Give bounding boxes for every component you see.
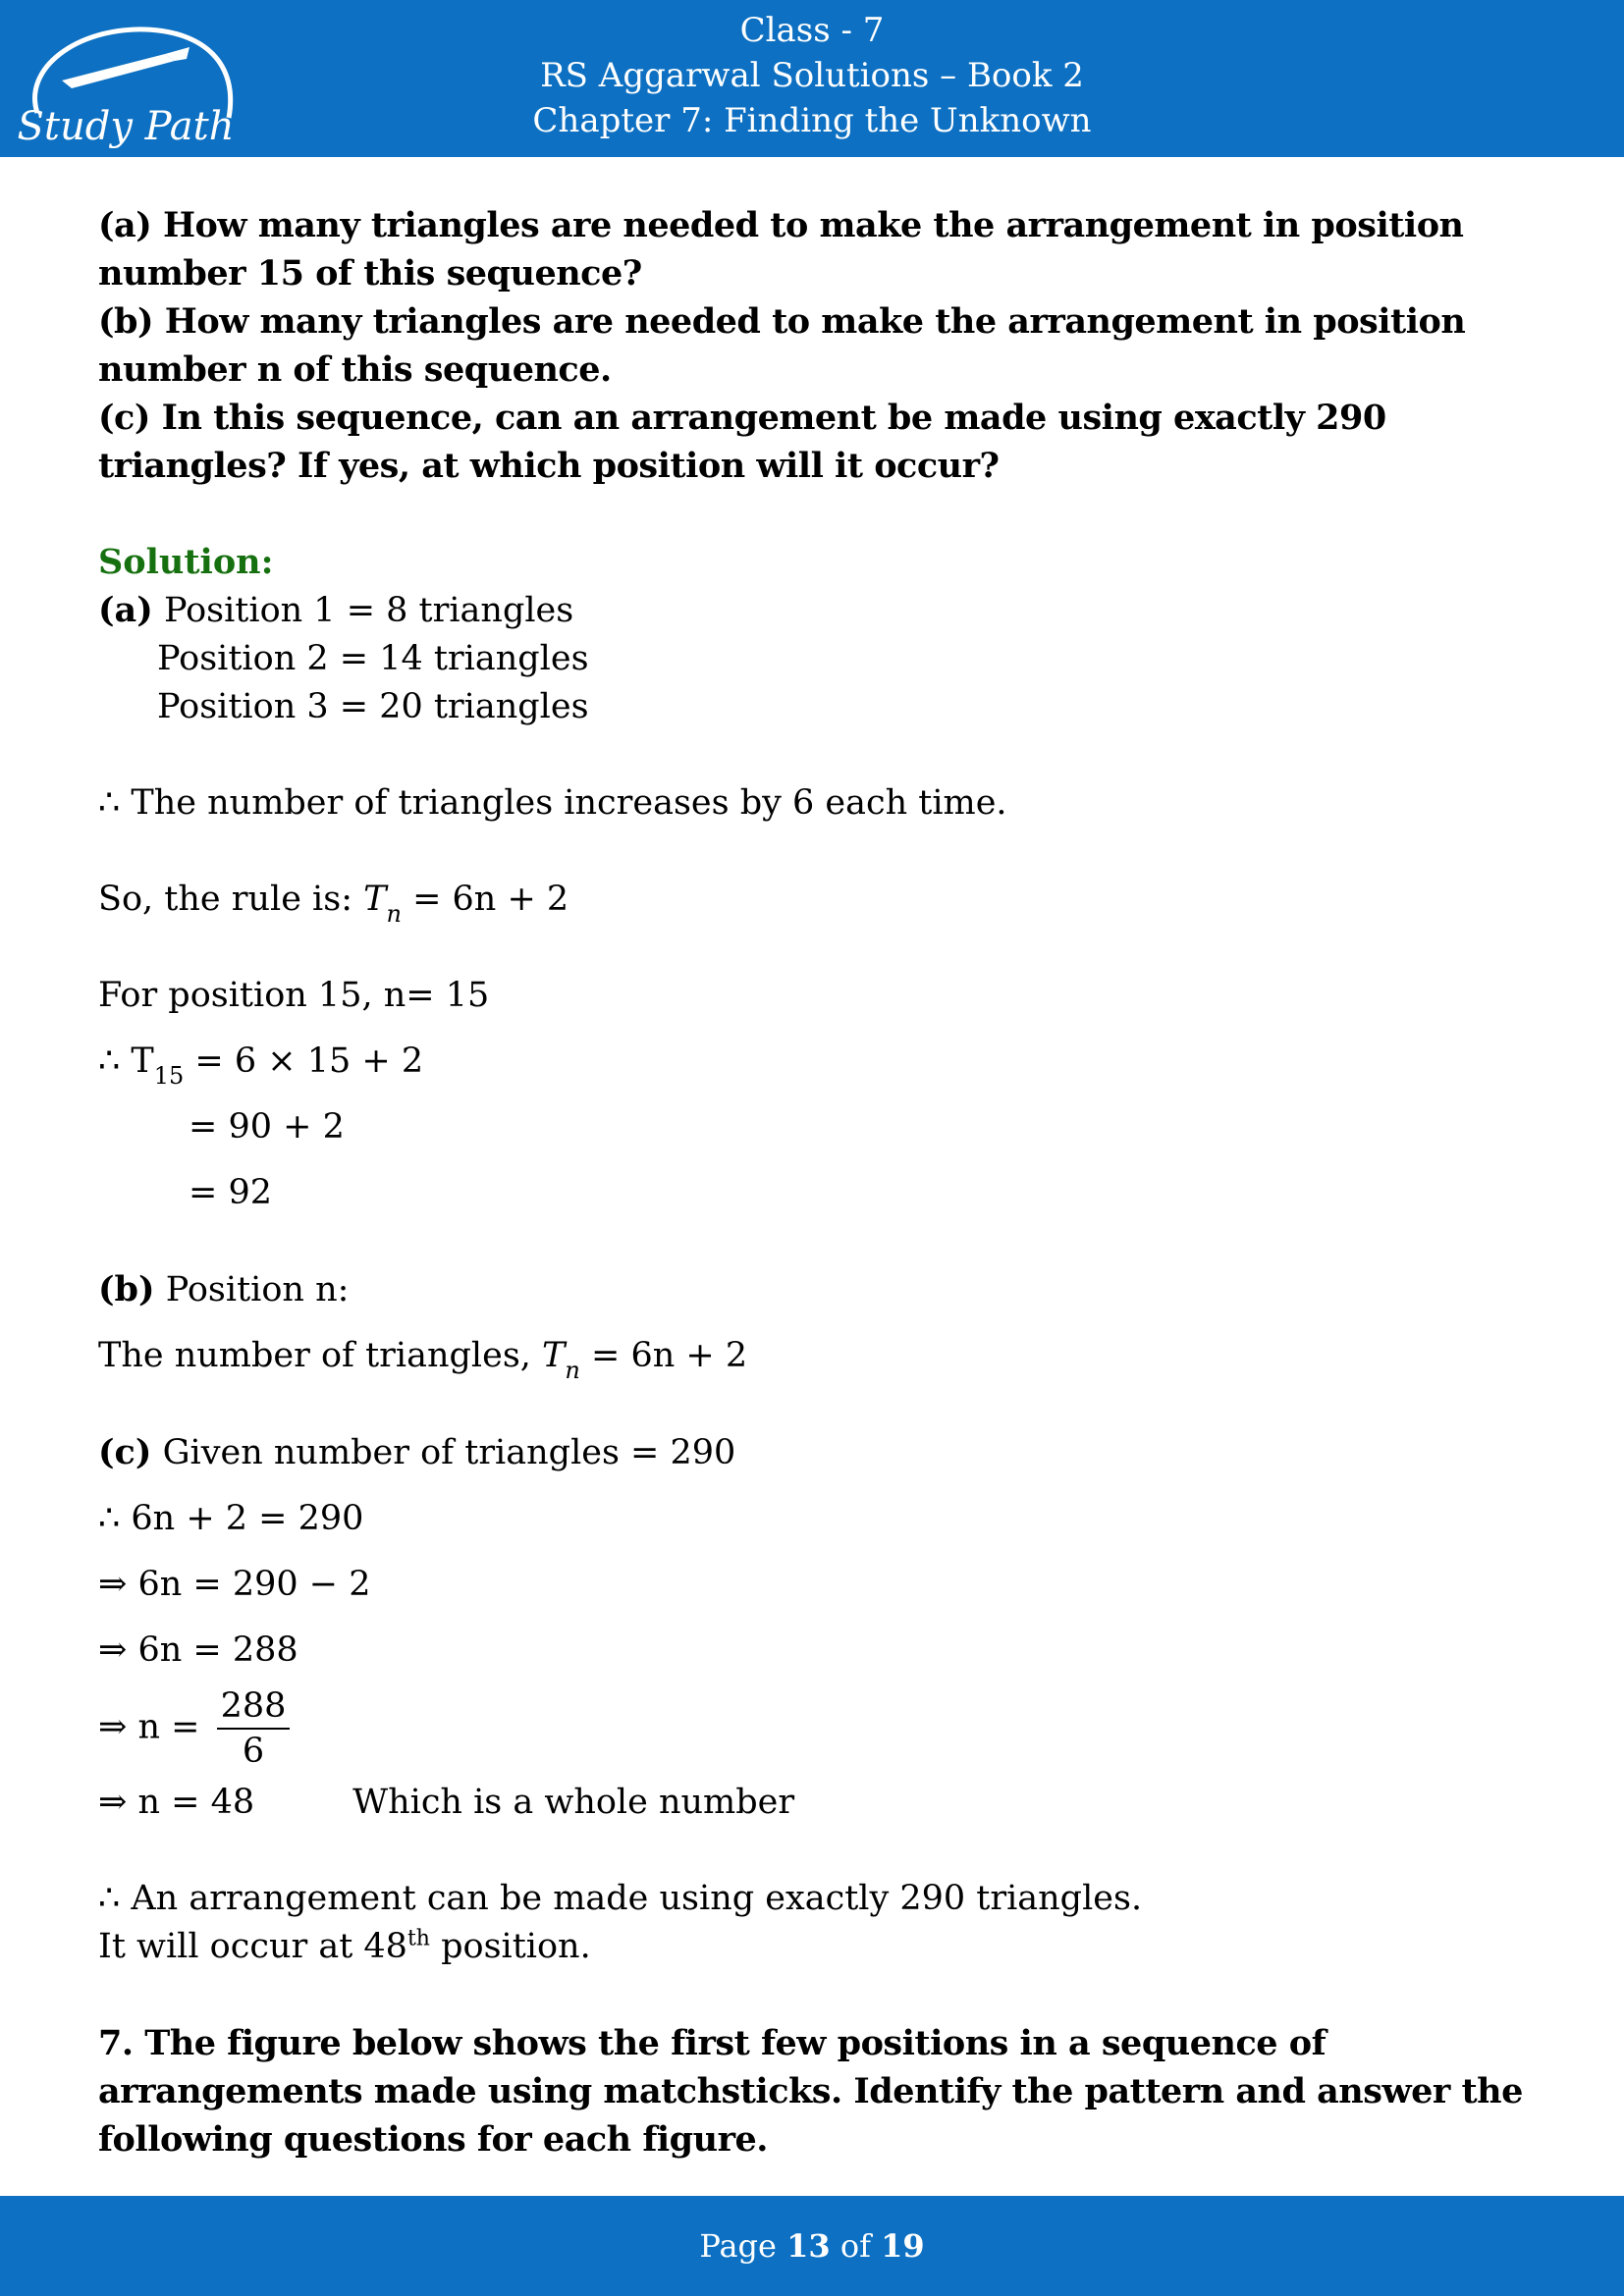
t15-prefix: ∴ T xyxy=(98,1041,154,1081)
position-1: Position 1 = 8 triangles xyxy=(163,591,574,630)
position-2: Position 2 = 14 triangles xyxy=(157,639,589,678)
question-c: (c) In this sequence, can an arrangement be made using exactly 290 triangles? If yes, at which position will it occur? xyxy=(98,398,1386,486)
rule-rhs: = 6n + 2 xyxy=(401,880,569,919)
c-step-3: ⇒ 6n = 288 xyxy=(98,1630,298,1670)
c-step-5-eq: ⇒ n = 48 xyxy=(98,1783,255,1822)
part-a-label: (a) xyxy=(98,590,153,630)
t15-equation xyxy=(98,1038,1532,1090)
fraction-numerator: 288 xyxy=(217,1684,291,1730)
page-word: Page xyxy=(699,2227,787,2265)
header-book: RS Aggarwal Solutions – Book 2 xyxy=(540,56,1084,95)
solution-heading: Solution: xyxy=(98,542,274,582)
c-step-fraction xyxy=(98,1684,1532,1773)
fraction-denominator: 6 xyxy=(242,1732,265,1771)
c-step-2: ⇒ 6n = 290 − 2 xyxy=(98,1565,371,1604)
part-b-rule-prefix: The number of triangles, xyxy=(98,1336,543,1375)
t15-step-1: = 90 + 2 xyxy=(189,1107,345,1147)
part-b-text: Position n: xyxy=(154,1270,350,1309)
c-step-5 xyxy=(98,1779,1532,1827)
part-c-label: (c) xyxy=(98,1432,152,1472)
part-b-rule-rhs: = 6n + 2 xyxy=(579,1336,748,1375)
part-c-text: Given number of triangles = 290 xyxy=(151,1433,736,1472)
increase-statement: ∴ The number of triangles increases by 6 each time. xyxy=(98,783,1007,823)
n-subscript-b: n xyxy=(565,1357,580,1384)
header-chapter: Chapter 7: Finding the Unknown xyxy=(532,101,1092,140)
whole-number-note: Which is a whole number xyxy=(352,1783,795,1822)
page-content xyxy=(98,201,1532,2163)
part-c-heading xyxy=(98,1428,1532,1477)
question-a: (a) How many triangles are needed to make the arrangement in position number 15 of this sequence? xyxy=(98,205,1464,294)
rule-statement xyxy=(98,876,1532,928)
part-b-heading xyxy=(98,1265,1532,1314)
page-footer xyxy=(0,2196,1624,2296)
conclusion-2-prefix: It will occur at 48 xyxy=(98,1927,407,1966)
t-symbol-b: T xyxy=(542,1336,566,1375)
conclusion-1: ∴ An arrangement can be made using exactly 290 triangles. xyxy=(98,1879,1143,1918)
of-word: of xyxy=(830,2227,882,2265)
rule-prefix: So, the rule is: xyxy=(98,880,364,919)
page-header xyxy=(0,0,1624,157)
t15-rhs: = 6 × 15 + 2 xyxy=(184,1041,424,1081)
header-class: Class - 7 xyxy=(739,11,885,50)
fraction xyxy=(217,1684,291,1773)
ordinal-suffix: th xyxy=(406,1926,430,1951)
t-symbol: T xyxy=(363,880,387,919)
logo-text: Study Path xyxy=(18,104,235,149)
part-b-rule xyxy=(98,1332,1532,1384)
n-subscript: n xyxy=(386,900,402,928)
t15-step-2: = 92 xyxy=(189,1173,272,1212)
page-total: 19 xyxy=(881,2227,925,2265)
question-b: (b) How many triangles are needed to make the arrangement in position number n of this sequence. xyxy=(98,301,1466,390)
position-15-statement: For position 15, n= 15 xyxy=(98,976,490,1015)
position-3: Position 3 = 20 triangles xyxy=(157,687,589,726)
fraction-prefix: ⇒ n = xyxy=(98,1707,200,1747)
page-number: 13 xyxy=(786,2227,831,2265)
conclusion-2-suffix: position. xyxy=(429,1927,591,1966)
part-b-label: (b) xyxy=(98,1269,155,1309)
c-step-1: ∴ 6n + 2 = 290 xyxy=(98,1499,364,1538)
position-1-row xyxy=(98,586,1532,635)
conclusion-2 xyxy=(98,1923,1532,1971)
t15-subscript: 15 xyxy=(153,1062,185,1090)
question-7: 7. The figure below shows the first few positions in a sequence of arrangements made using matchsticks. Identify the pattern and answer the following questions for each figure. xyxy=(98,2023,1523,2160)
